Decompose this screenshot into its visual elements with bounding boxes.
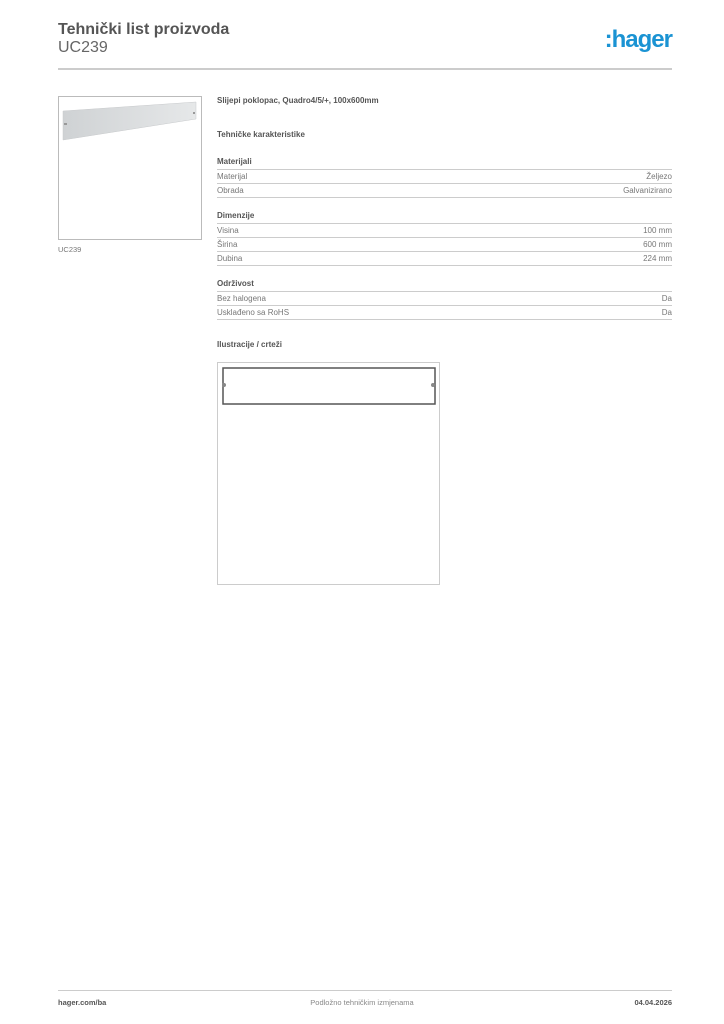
footer-divider (58, 990, 672, 991)
spec-label: Dubina (217, 254, 243, 263)
hager-logo: :hager (604, 26, 672, 53)
spec-label: Obrada (217, 186, 244, 195)
photo-caption: UC239 (58, 245, 82, 254)
cover-plate-drawing (218, 363, 439, 584)
footer-note: Podložno tehničkim izmjenama (310, 998, 414, 1007)
spec-value: Da (661, 308, 672, 317)
spec-value: 600 mm (643, 240, 672, 249)
section-materials (217, 157, 672, 198)
spec-value: Da (661, 294, 672, 303)
spec-row (217, 238, 672, 252)
section-heading: Dimenzije (217, 211, 672, 224)
header-divider (58, 68, 672, 70)
product-title: Slijepi poklopac, Quadro4/5/+, 100x600mm (217, 96, 379, 105)
footer-date: 04.04.2026 (634, 998, 672, 1007)
technical-drawing (217, 362, 440, 585)
blank-cover-plate-image (59, 97, 201, 239)
section-dimensions (217, 211, 672, 266)
spec-row (217, 184, 672, 198)
spec-label: Visina (217, 226, 239, 235)
spec-label: Bez halogena (217, 294, 266, 303)
spec-label: Materijal (217, 172, 248, 181)
spec-value: Galvanizirano (623, 186, 672, 195)
section-sustainability (217, 279, 672, 320)
spec-label: Širina (217, 240, 238, 249)
product-details (217, 96, 672, 354)
spec-row (217, 252, 672, 266)
spec-row (217, 224, 672, 238)
spec-value: Željezo (646, 172, 672, 181)
illustrations-title: Ilustracije / crteži (217, 340, 282, 349)
product-code: UC239 (58, 39, 108, 56)
spec-label: Usklađeno sa RoHS (217, 308, 290, 317)
spec-value: 100 mm (643, 226, 672, 235)
tech-characteristics-title: Tehničke karakteristike (217, 130, 305, 139)
product-photo (58, 96, 202, 240)
section-heading: Materijali (217, 157, 672, 170)
spec-row (217, 292, 672, 306)
section-heading: Održivost (217, 279, 672, 292)
spec-row (217, 170, 672, 184)
spec-row (217, 306, 672, 320)
footer-website-link[interactable]: hager.com/ba (58, 998, 107, 1007)
spec-value: 224 mm (643, 254, 672, 263)
document-title: Tehnički list proizvoda (58, 21, 230, 38)
